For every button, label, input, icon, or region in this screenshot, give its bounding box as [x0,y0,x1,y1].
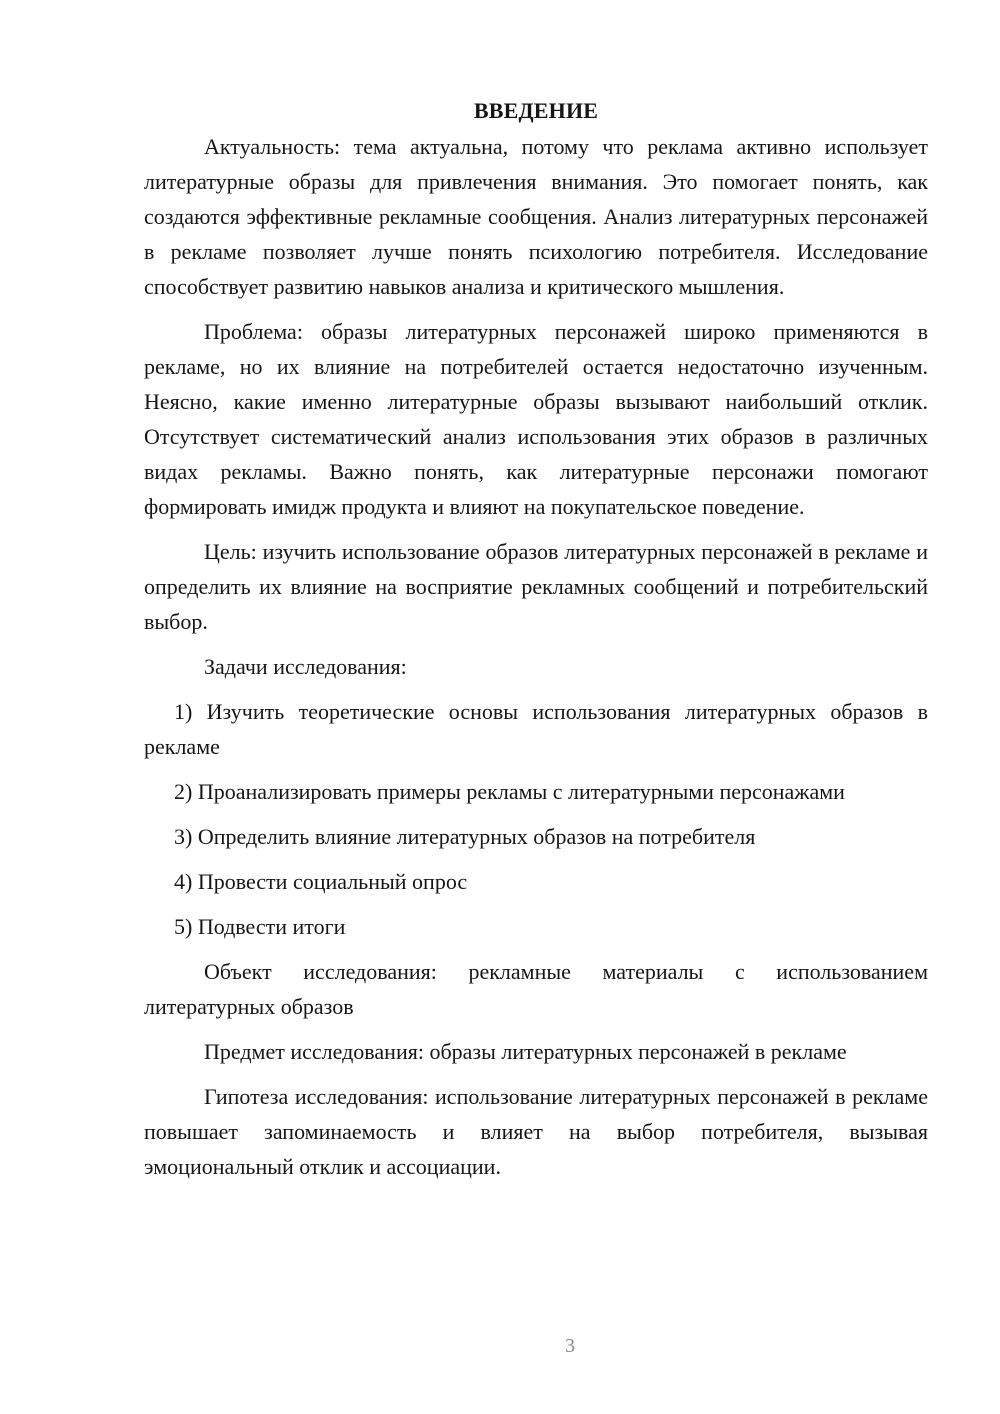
task-item-2: 2) Проанализировать примеры рекламы с литературными персонажами [174,779,845,804]
object-paragraph: Объект исследования: рекламные материалы с использованием литературных образов [144,959,928,1019]
task-item-4: 4) Провести социальный опрос [174,869,468,894]
hypothesis-paragraph: Гипотеза исследования: использование литературных персонажей в рекламе повышает запоминаемость и влияет на выбор потребителя, вызывая эмоциональный отклик и ассоциации. [144,1084,928,1179]
task-item-5: 5) Подвести итоги [174,914,346,939]
document-body [144,96,928,1194]
section-heading: ВВЕДЕНИЕ [473,98,599,123]
goal-paragraph: Цель: изучить использование образов литературных персонажей в рекламе и определить их влияние на восприятие рекламных сообщений и потребительский выбор. [144,539,928,634]
problem-paragraph: Проблема: образы литературных персонажей широко применяются в рекламе, но их влияние на потребителей остается недостаточно изученным. Неясно, какие именно литературные образы вызывают наибольший отклик. Отсутствует систематический анализ использования этих образов в различных видах рекламы. Важно понять, как литературные персонажи помогают формировать имидж продукта и влияют на покупательское поведение. [144,319,928,519]
subject-paragraph: Предмет исследования: образы литературных персонажей в рекламе [204,1039,847,1064]
tasks-title: Задачи исследования: [204,654,407,679]
task-item-3: 3) Определить влияние литературных образов на потребителя [174,824,756,849]
relevance-paragraph: Актуальность: тема актуальна, потому что реклама активно использует литературные образы для привлечения внимания. Это помогает понять, как создаются эффективные рекламные сообщения. Анализ литературных персонажей в рекламе позволяет лучше понять психологию потребителя. Исследование способствует развитию навыков анализа и критического мышления. [144,134,928,299]
task-item-1: 1) Изучить теоретические основы использования литературных образов в рекламе [144,699,928,759]
page-number: 3 [565,1335,575,1357]
